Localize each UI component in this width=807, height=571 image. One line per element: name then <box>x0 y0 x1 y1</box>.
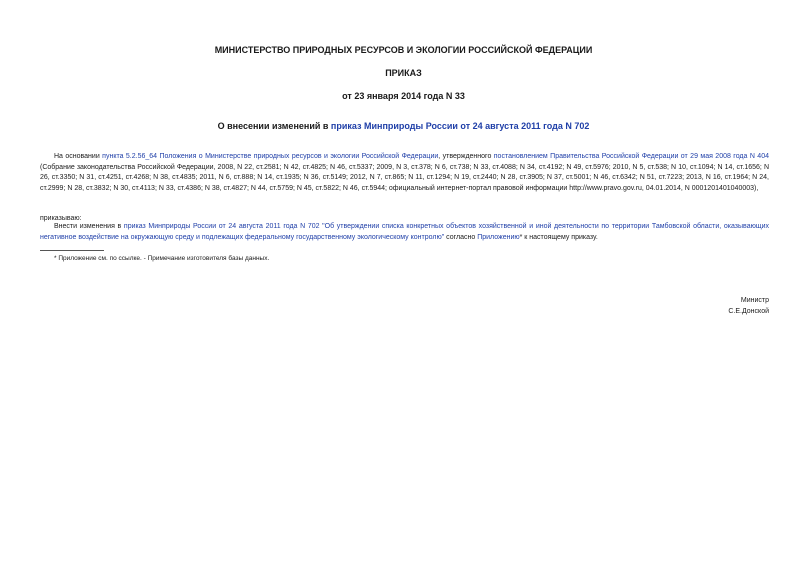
basis-mid: , утвержденного <box>438 153 494 160</box>
amend-mid: согласно <box>444 233 478 241</box>
signatory-position: Министр <box>740 297 769 304</box>
footnote: * Приложение см. по ссылке. - Примечание изготовителя базы данных. <box>54 255 270 262</box>
amend-rest: * к настоящему приказу. <box>519 233 598 241</box>
document-title <box>0 121 807 132</box>
basis-citations: (Собрание законодательства Российской Федерации, 2008, N 22, ст.2581; N 42, ст.4825; N 46, ст.5337; 2009, N 3, ст.378; N 6, ст.738; N 33, ст.4088; N 34, ст.4192; N 49, ст.5976; 2010, N 5, ст.538; N 10, ст.1094; N 14, ст.1656; N 26, ст.3350; N 31, ст.4251, ст.4268; N 38, ст.4835; 2011, N 6, ст.888; N 14, ст.1935; N 36, ст.5149; 2012, N 7, ст.865; N 11, ст.1294; N 19, ст.2440; N 28, ст.3905; N 37, ст.5001; N 46, ст.6342; N 51, ст.7223; 2013, N 16, ст.1964; N 24, ст.2999; N 28, ст.3832; N 30, ст.4113; N 33, ст.4386; N 38, ст.4827; N 44, ст.5759; N 45, ст.5822; N 46, ст.5944; официальный интернет-портал правовой информации http://www.pravo.gov.ru, 04.01.2014, N 0001201401040003), <box>40 163 769 192</box>
government-decree-link[interactable]: постановлением Правительства Российской Федерации от 29 мая 2008 года N 404 <box>493 153 769 160</box>
amended-order-link[interactable]: приказ Минприроды России от 24 августа 2011 года N 702 "Об утверждении списка конкретных объектов хозяйственной и иной деятельности по территории Тамбовской области, оказывающих негативное воздействие на окружающую среду и подлежащих федеральному государственному экологическому контролю" <box>40 223 770 241</box>
signatory-name: С.Е.Донской <box>728 308 769 315</box>
footnote-divider <box>40 250 104 251</box>
order-word: приказываю: <box>40 215 82 222</box>
basis-paragraph <box>40 152 769 194</box>
amendment-paragraph <box>40 222 769 243</box>
title-amended-order-link[interactable]: приказ Минприроды России от 24 августа 2011 года N 702 <box>330 121 590 131</box>
basis-intro: На основании <box>54 153 103 160</box>
title-prefix: О внесении изменений в <box>217 121 331 131</box>
document-type: ПРИКАЗ <box>385 68 422 78</box>
document-date-number: от 23 января 2014 года N 33 <box>342 91 465 101</box>
appendix-link[interactable]: Приложению <box>477 233 520 241</box>
regulation-clause-link[interactable]: пункта 5.2.56_64 Положения о Министерстве природных ресурсов и экологии Российской Федерации <box>102 153 439 160</box>
ministry-heading: МИНИСТЕРСТВО ПРИРОДНЫХ РЕСУРСОВ И ЭКОЛОГИИ РОССИЙСКОЙ ФЕДЕРАЦИИ <box>214 45 593 55</box>
amend-intro: Внести изменения в <box>54 223 124 230</box>
